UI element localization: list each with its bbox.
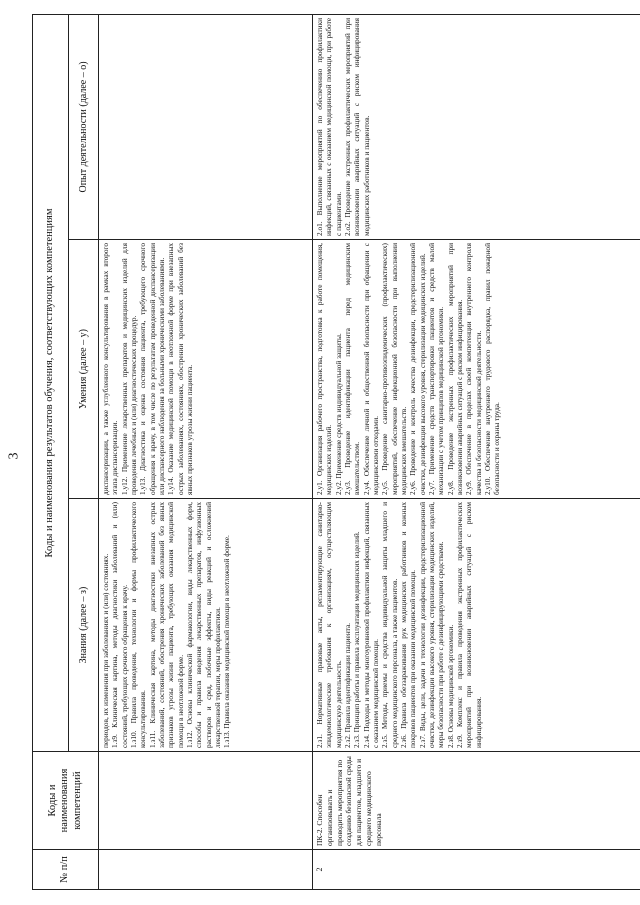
row1-knowledge-item: 1.з10. Правила проведения, технологии и формы профилактического консультирования. — [128, 502, 148, 748]
row2-number: 2 — [313, 850, 640, 890]
header-skills: Умения (далее – у) — [69, 240, 99, 499]
row1-skills-item: 1.у12. Применение лекарственных препаратов и медицинских изделий для проведения лечебных и (или) диагностических процедур. — [119, 243, 138, 495]
row2-knowledge-item: 2.з3. Принцип работы и правила эксплуатации медицинских изделий. — [352, 531, 362, 748]
row1-skills-item: 1.у13. Диагностика и оценка состояния пациента, требующего срочного обращения к врачу, в том числе по результатам проведенной диспансеризации или диспансерного наблюдения за больными хроническими заболеваниями. — [138, 243, 166, 495]
page-number: 3 — [6, 452, 22, 460]
row2-knowledge-item: 2.з2. Правила идентификации пациента. — [342, 622, 352, 748]
header-number: № п/п — [33, 850, 99, 890]
header-codes: Коды и наименования компетенций — [33, 752, 99, 850]
row1-skills-item: диспансеризации, а также углубленного консультирования в рамках второго этапа диспансеризации. — [101, 243, 120, 495]
table-row-1 — [99, 14, 313, 889]
row1-knowledge-item: 1.з11. Клиническая картина, методы диагностики внезапных острых заболеваний, состояний, обострения хронических заболеваний без явных признаков угрозы жизни пациента, требующих оказания медицинской помощи в неотложной форме. — [147, 502, 185, 748]
row2-experience — [313, 14, 640, 239]
row2-knowledge-item: 2.з4. Подходы и методы многоуровневой профилактики инфекций, связанных с оказанием медицинской помощи. — [361, 502, 380, 748]
row1-competency — [99, 752, 313, 850]
row2-skills-item: 2.у6. Проведение и контроль качества дезинфекции, предстерилизационной очистки, дезинфекции высокого уровня, стерилизации медицинских изделий. — [408, 243, 427, 495]
row2-skills-item: 2.у8. Проведение экстренных профилактических мероприятий при возникновении аварийных ситуаций с риском инфицирования. — [445, 243, 464, 495]
row2-skills-item: 2.у4. Обеспечение личной и общественной безопасности при обращении с медицинскими отходами. — [361, 243, 380, 495]
row2-knowledge-item: 2.з8. Основы медицинской эргономики. — [445, 624, 455, 748]
header-knowledge: Знания (далее – з) — [69, 499, 99, 752]
row1-skills — [99, 240, 313, 499]
row1-knowledge-item: 1.з13. Правила оказания медицинской помощи в неотложной форме. — [222, 535, 232, 748]
row2-knowledge-item: 2.з6. Правила обеззараживания рук медицинских работников и кожных покровов пациентов при оказании медицинской помощи. — [398, 502, 418, 748]
row2-skills-item: 2.у5. Проведение санитарно-противоэпидемических (профилактических) мероприятий, обеспечение инфекционной безопасности при выполнении медицинских вмешательств. — [380, 243, 408, 495]
row2-skills-item: 2.у1. Организация рабочего пространства, подготовка к работе помещения, медицинских изделий. — [315, 243, 334, 495]
row2-competency: ПК-2. Способен организовывать и проводить мероприятия по созданию безопасной среды для пациентов, младшего и среднего медицинского персонала — [313, 752, 640, 850]
row2-skills — [313, 240, 640, 499]
row2-skills-item: 2.у3. Проведение идентификации пациента перед медицинским вмешательством. — [342, 243, 362, 495]
row2-knowledge-item: 2.з5. Методы, приемы и средства индивидуальной защиты младшего и среднего медицинского персонала, а также пациентов. — [380, 502, 399, 748]
row1-experience — [99, 14, 313, 239]
row2-knowledge-item: 2.з7. Виды, цели, задачи и технологии дезинфекции, предстерилизационной очистки, дезинфекции высокого уровня, стерилизации медицинских изделий, меры безопасности при работе с дезинфицирующими средствами. — [417, 502, 446, 748]
row1-skills-item: 1.у14. Оказание медицинской помощи в неотложной форме при внезапных острых заболеваниях, состояниях, обострении хронических заболеваний без явных признаков угрозы жизни пациента. — [166, 243, 194, 495]
row2-skills-item: 2.у7. Применение средств транспортировки пациентов и средств малой механизации с учетом принципов медицинской эргономики. — [426, 243, 446, 495]
table-row-2 — [313, 14, 640, 889]
row2-skills-item: 2.у10. Обеспечение внутреннего трудового распорядка, правил пожарной безопасности и охраны труда. — [482, 243, 502, 495]
row1-knowledge-item: периодов, их изменения при заболеваниях и (или) состояниях. — [101, 553, 110, 748]
row1-knowledge — [99, 499, 313, 752]
row2-skills-item: 2.у9. Обеспечение в пределах своей компетенции внутреннего контроля качества и безопасности медицинской деятельности. — [464, 243, 483, 495]
header-experience: Опыт деятельности (далее – о) — [69, 14, 99, 239]
row2-knowledge-item: 2.з9. Комплекс и правила проведения экстренных профилактических мероприятий при возникновении аварийных ситуаций с риском инфицирования. — [454, 502, 483, 748]
row1-knowledge-item: 1.з9. Клиническая картина, методы диагностики заболеваний и (или) состояний, требующих срочного обращения к врачу. — [110, 502, 129, 748]
row2-knowledge-item: 2.з1. Нормативные правовые акты, регламентирующие санитарно-эпидемиологические требования к организациям, осуществляющим медицинскую деятельность. — [315, 502, 343, 748]
row2-experience-item: 2.о1. Выполнение мероприятий по обеспечению профилактики инфекций, связанных с оказанием медицинской помощи, при работе с пациентами. — [315, 17, 343, 236]
rotated-table-container — [32, 15, 640, 890]
competency-table — [32, 14, 640, 890]
row2-experience-item: 2.о2. Проведение экстренных профилактических мероприятий при возникновении аварийных ситуаций с риском инфицирования медицинских работников и пациентов. — [342, 17, 371, 236]
header-row-1 — [33, 14, 69, 889]
row2-skills-item: 2.у2. Применение средств индивидуальной защиты. — [333, 333, 343, 495]
row2-knowledge — [313, 499, 640, 752]
header-results: Коды и наименования результатов обучения, соответствующих компетенциям — [33, 14, 69, 751]
row1-number — [99, 850, 313, 890]
row1-knowledge-item: 1.з12. Основы клинической фармакологии, виды лекарственных форм, способы и правила введения лекарственных препаратов, инфузионных растворов и сред, побочные эффекты, виды реакций и осложнений лекарственной терапии, меры профилактики. — [184, 502, 222, 748]
